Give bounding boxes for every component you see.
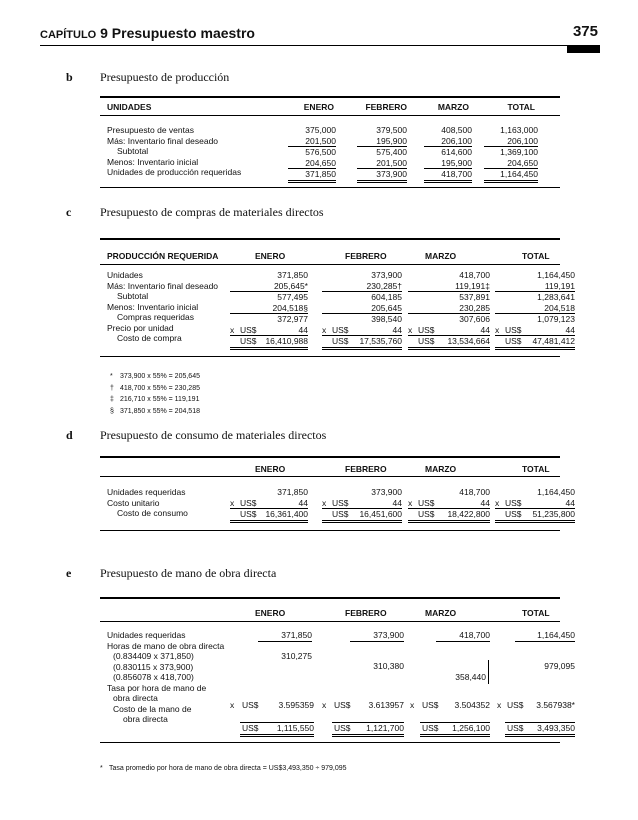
table-d-label: Costo de consumo bbox=[117, 508, 188, 518]
section-d-title: Presupuesto de consumo de materiales directos bbox=[100, 428, 327, 442]
times-sign: x bbox=[230, 700, 235, 710]
section-b-letter: b bbox=[66, 70, 73, 84]
table-d-label: Unidades requeridas bbox=[107, 487, 186, 497]
table-b-label: Menos: Inventario inicial bbox=[107, 156, 199, 167]
table-e-label: obra directa bbox=[113, 693, 158, 703]
table-cell-cost bbox=[420, 722, 490, 737]
table-b-col-jan: ENERO bbox=[303, 102, 334, 112]
table-cell: 418,700 bbox=[459, 270, 490, 280]
table-cell: 201,500 bbox=[357, 158, 407, 170]
times-sign: x bbox=[408, 324, 413, 335]
table-d-jan-col bbox=[230, 487, 308, 523]
currency: US$ bbox=[422, 723, 439, 733]
table-cell: 979,095 bbox=[544, 661, 575, 671]
currency: US$ bbox=[418, 497, 435, 508]
table-cell-cost bbox=[240, 722, 314, 737]
footnote-mark: § bbox=[110, 407, 114, 415]
footnote-text: Tasa promedio por hora de mano de obra directa = US$3,493,350 ÷ 979,095 bbox=[109, 765, 347, 772]
cost-value: 1,121,700 bbox=[366, 723, 404, 733]
table-cell: 204,518 bbox=[495, 303, 575, 315]
currency: US$ bbox=[240, 509, 257, 519]
section-e-letter: e bbox=[66, 566, 72, 580]
table-cell: 1,283,641 bbox=[537, 292, 575, 302]
currency: US$ bbox=[242, 723, 259, 733]
table-cell: 230,285† bbox=[322, 281, 402, 293]
table-c-label: Compras requeridas bbox=[117, 312, 195, 322]
price-value: 44 bbox=[298, 324, 308, 335]
table-c-label: Subtotal bbox=[117, 291, 149, 301]
table-b-col-total: TOTAL bbox=[507, 102, 535, 112]
times-sign: x bbox=[408, 497, 413, 508]
table-cell: 205,645* bbox=[230, 281, 308, 293]
table-e-bottom-rule bbox=[100, 742, 560, 743]
table-e-col-jan: ENERO bbox=[255, 608, 286, 618]
times-sign: x bbox=[230, 324, 235, 335]
table-cell: 1,163,000 bbox=[500, 125, 538, 135]
table-c-feb-col bbox=[322, 270, 402, 350]
price-value: 44 bbox=[392, 324, 402, 335]
table-cell: 1,079,123 bbox=[537, 314, 575, 324]
footnote-mark: * bbox=[110, 373, 113, 380]
currency: US$ bbox=[507, 723, 524, 733]
table-c-label: Costo de compra bbox=[117, 333, 182, 343]
table-c-label: Precio por unidad bbox=[107, 322, 174, 333]
currency: US$ bbox=[240, 497, 257, 508]
currency: US$ bbox=[505, 324, 522, 335]
times-sign: x bbox=[230, 497, 235, 508]
table-c-mar-col bbox=[408, 270, 490, 350]
table-b-col-mar: MARZO bbox=[437, 102, 469, 112]
table-cell-price bbox=[495, 498, 575, 509]
table-cell: 398,540 bbox=[371, 314, 402, 324]
table-cell: 373,900 bbox=[350, 630, 404, 642]
table-cell-cost bbox=[495, 508, 575, 523]
table-cell: 371,850 bbox=[277, 487, 308, 497]
cost-value: 18,422,800 bbox=[447, 509, 490, 519]
table-cell: 1,164,450 bbox=[484, 169, 538, 183]
table-b-total-col bbox=[484, 125, 538, 183]
table-cell: 371,850 bbox=[277, 270, 308, 280]
table-c-label: Unidades bbox=[107, 270, 143, 280]
table-c-col-mar: MARZO bbox=[425, 251, 457, 261]
table-b-label: Unidades de producción requeridas bbox=[107, 167, 242, 177]
table-d-total-col bbox=[495, 487, 575, 523]
footnote-mark: ‡ bbox=[110, 396, 114, 403]
table-cell: 537,891 bbox=[459, 292, 490, 302]
table-d-feb-col bbox=[322, 487, 402, 523]
table-c-jan-col bbox=[230, 270, 308, 350]
price-value: 44 bbox=[565, 497, 575, 508]
table-b-mar-col bbox=[424, 125, 472, 183]
table-c-footnotes bbox=[110, 371, 200, 417]
cost-value: 47,481,412 bbox=[532, 336, 575, 346]
table-e-col-mar: MARZO bbox=[425, 608, 457, 618]
table-cell: 204,650 bbox=[288, 158, 336, 170]
cost-value: 51,235,800 bbox=[532, 509, 575, 519]
table-c-head-rule bbox=[100, 264, 560, 265]
table-b-head-rule bbox=[100, 115, 560, 116]
rate-value: 3.567938* bbox=[536, 700, 575, 710]
chapter-cap: CAPÍTULO bbox=[40, 29, 97, 41]
table-e-label: Horas de mano de obra directa bbox=[107, 640, 225, 651]
times-sign: x bbox=[495, 497, 500, 508]
currency: US$ bbox=[418, 509, 435, 519]
section-d-letter: d bbox=[66, 428, 73, 442]
currency: US$ bbox=[242, 700, 259, 710]
table-c-total-col bbox=[495, 270, 575, 350]
table-cell: 230,285 bbox=[408, 303, 490, 315]
table-b-label: Más: Inventario final deseado bbox=[107, 135, 219, 146]
currency: US$ bbox=[332, 509, 349, 519]
table-cell: 310,380 bbox=[373, 661, 404, 671]
cost-value: 16,361,400 bbox=[265, 509, 308, 519]
cost-value: 16,410,988 bbox=[265, 336, 308, 346]
cost-value: 3,493,350 bbox=[537, 723, 575, 733]
table-b-feb-col bbox=[357, 125, 407, 183]
header-bar bbox=[567, 46, 600, 53]
table-cell: 375,000 bbox=[305, 125, 336, 135]
table-e-footnote bbox=[100, 765, 347, 772]
table-e-label: Unidades requeridas bbox=[107, 630, 186, 640]
table-c-bottom-rule bbox=[100, 356, 560, 357]
table-cell-price bbox=[408, 325, 490, 336]
table-e-top-rule bbox=[100, 597, 560, 599]
table-c-label: Más: Inventario final deseado bbox=[107, 280, 219, 291]
table-cell-price bbox=[495, 325, 575, 336]
rate-value: 3.595359 bbox=[278, 700, 314, 710]
cost-value: 13,534,664 bbox=[447, 336, 490, 346]
table-cell: 379,500 bbox=[376, 125, 407, 135]
footnote-text: 216,710 x 55% = 119,191 bbox=[120, 396, 200, 403]
footnote-text: 371,850 x 55% = 204,518 bbox=[120, 407, 200, 415]
price-value: 44 bbox=[392, 497, 402, 508]
table-cell-price bbox=[322, 325, 402, 336]
price-value: 44 bbox=[480, 497, 490, 508]
rate-value: 3.504352 bbox=[454, 700, 490, 710]
section-c-title: Presupuesto de compras de materiales directos bbox=[100, 205, 324, 219]
cost-value: 16,451,600 bbox=[359, 509, 402, 519]
table-cell-price bbox=[322, 498, 402, 509]
table-cell: 614,600 bbox=[441, 147, 472, 157]
table-c-top-rule bbox=[100, 238, 560, 240]
table-e-labels bbox=[107, 630, 224, 725]
page-number: 375 bbox=[572, 23, 598, 40]
table-b-top-rule bbox=[100, 96, 560, 98]
table-b-col-units: UNIDADES bbox=[107, 102, 152, 112]
chapter-name: 9 Presupuesto maestro bbox=[96, 25, 255, 41]
rate-value: 3.613957 bbox=[368, 700, 404, 710]
table-d-labels bbox=[107, 487, 188, 519]
table-d-top-rule bbox=[100, 456, 560, 458]
table-cell: 418,700 bbox=[459, 487, 490, 497]
table-e-label: (0.834409 x 371,850) bbox=[113, 651, 194, 661]
table-d-col-feb: FEBRERO bbox=[345, 464, 387, 474]
cost-value: 1,115,550 bbox=[276, 723, 314, 733]
currency: US$ bbox=[332, 497, 349, 508]
table-cell: 201,500 bbox=[288, 136, 336, 148]
footnote bbox=[110, 406, 200, 418]
table-cell: 575,400 bbox=[376, 147, 407, 157]
section-e-title: Presupuesto de mano de obra directa bbox=[100, 566, 277, 580]
table-cell-cost bbox=[332, 722, 404, 737]
price-value: 44 bbox=[298, 497, 308, 508]
table-cell: 195,900 bbox=[424, 158, 472, 170]
table-d-bottom-rule bbox=[100, 530, 560, 531]
footnote-text: 418,700 x 55% = 230,285 bbox=[120, 384, 200, 392]
table-e-label: obra directa bbox=[123, 714, 168, 724]
currency: US$ bbox=[505, 497, 522, 508]
footnote-mark: * bbox=[100, 765, 103, 772]
price-value: 44 bbox=[480, 324, 490, 335]
table-d-col-mar: MARZO bbox=[425, 464, 457, 474]
table-cell-cost bbox=[495, 335, 575, 350]
times-sign: x bbox=[322, 700, 327, 710]
table-c-col-jan: ENERO bbox=[255, 251, 286, 261]
chapter-title bbox=[40, 25, 255, 41]
table-d-mar-col bbox=[408, 487, 490, 523]
table-cell: 1,369,100 bbox=[500, 147, 538, 157]
table-e-col-total: TOTAL bbox=[522, 608, 550, 618]
table-cell: 119,191‡ bbox=[408, 281, 490, 293]
footnote bbox=[110, 371, 200, 383]
table-e-label: (0.830115 x 373,900) bbox=[113, 661, 194, 672]
table-b-label: Subtotal bbox=[117, 146, 149, 156]
table-d-head-rule bbox=[100, 476, 560, 477]
hours-bracket bbox=[488, 660, 489, 684]
table-c-col-feb: FEBRERO bbox=[345, 251, 387, 261]
times-sign: x bbox=[495, 324, 500, 335]
table-cell-cost bbox=[505, 722, 575, 737]
table-cell: 206,100 bbox=[484, 136, 538, 148]
table-c-col-prod: PRODUCCIÓN REQUERIDA bbox=[107, 251, 219, 261]
table-cell-cost bbox=[408, 508, 490, 523]
currency: US$ bbox=[240, 324, 257, 335]
times-sign: x bbox=[322, 497, 327, 508]
currency: US$ bbox=[332, 336, 349, 346]
footnote-mark: † bbox=[110, 384, 114, 392]
table-cell-cost bbox=[230, 508, 308, 523]
footnote bbox=[110, 394, 200, 406]
table-e-label: Costo de la mano de bbox=[113, 703, 192, 714]
table-e-head-rule bbox=[100, 621, 560, 622]
table-cell: 204,518§ bbox=[230, 303, 308, 315]
table-c-label: Menos: Inventario inicial bbox=[107, 301, 199, 312]
table-cell: 373,900 bbox=[357, 169, 407, 183]
table-cell: 371,850 bbox=[288, 169, 336, 183]
table-cell: 373,900 bbox=[371, 487, 402, 497]
currency: US$ bbox=[334, 723, 351, 733]
cost-value: 1,256,100 bbox=[452, 723, 490, 733]
times-sign: x bbox=[497, 700, 502, 710]
table-cell-cost bbox=[322, 508, 402, 523]
table-cell: 310,275 bbox=[281, 651, 312, 661]
footnote bbox=[110, 383, 200, 395]
table-b-label: Presupuesto de ventas bbox=[107, 125, 194, 135]
section-c-letter: c bbox=[66, 205, 72, 219]
table-cell: 372,977 bbox=[277, 314, 308, 324]
table-b-col-feb: FEBRERO bbox=[365, 102, 407, 112]
table-cell-cost bbox=[230, 335, 308, 350]
footnote-text: 373,900 x 55% = 205,645 bbox=[120, 373, 200, 380]
table-c-col-total: TOTAL bbox=[522, 251, 550, 261]
table-cell-price bbox=[230, 325, 308, 336]
table-cell: 195,900 bbox=[357, 136, 407, 148]
currency: US$ bbox=[332, 324, 349, 335]
table-cell-price bbox=[408, 498, 490, 509]
table-cell: 418,700 bbox=[436, 630, 490, 642]
table-e-col-feb: FEBRERO bbox=[345, 608, 387, 618]
table-cell-cost bbox=[408, 335, 490, 350]
currency: US$ bbox=[505, 509, 522, 519]
section-b-title: Presupuesto de producción bbox=[100, 70, 230, 84]
currency: US$ bbox=[334, 700, 351, 710]
table-e-label: Tasa por hora de mano de bbox=[107, 682, 207, 693]
table-cell: 408,500 bbox=[441, 125, 472, 135]
table-b-bottom-rule bbox=[100, 187, 560, 188]
table-cell: 1,164,450 bbox=[537, 487, 575, 497]
table-cell: 373,900 bbox=[371, 270, 402, 280]
header-rule bbox=[40, 45, 600, 46]
cost-value: 17,535,760 bbox=[359, 336, 402, 346]
table-c-labels bbox=[107, 270, 218, 344]
table-b-jan-col bbox=[288, 125, 336, 183]
table-cell: 204,650 bbox=[484, 158, 538, 170]
table-b-labels bbox=[107, 125, 241, 178]
table-cell-cost bbox=[322, 335, 402, 350]
currency: US$ bbox=[507, 700, 524, 710]
times-sign: x bbox=[322, 324, 327, 335]
table-cell: 358,440 bbox=[455, 672, 486, 682]
table-cell: 418,700 bbox=[424, 169, 472, 183]
table-cell: 1,164,450 bbox=[537, 270, 575, 280]
table-d-label: Costo unitario bbox=[107, 497, 160, 508]
currency: US$ bbox=[240, 336, 257, 346]
currency: US$ bbox=[422, 700, 439, 710]
table-d-col-total: TOTAL bbox=[522, 464, 550, 474]
table-d-col-jan: ENERO bbox=[255, 464, 286, 474]
table-cell: 206,100 bbox=[424, 136, 472, 148]
table-cell: 1,164,450 bbox=[515, 630, 575, 642]
table-cell-price bbox=[230, 498, 308, 509]
currency: US$ bbox=[505, 336, 522, 346]
currency: US$ bbox=[418, 336, 435, 346]
table-cell: 576,500 bbox=[305, 147, 336, 157]
table-cell: 119,191 bbox=[495, 281, 575, 293]
table-e-label: (0.856078 x 418,700) bbox=[113, 672, 194, 682]
times-sign: x bbox=[410, 700, 415, 710]
table-cell: 604,185 bbox=[371, 292, 402, 302]
price-value: 44 bbox=[565, 324, 575, 335]
table-cell: 577,495 bbox=[277, 292, 308, 302]
table-cell: 371,850 bbox=[258, 630, 312, 642]
table-cell: 205,645 bbox=[322, 303, 402, 315]
currency: US$ bbox=[418, 324, 435, 335]
table-cell: 307,606 bbox=[459, 314, 490, 324]
